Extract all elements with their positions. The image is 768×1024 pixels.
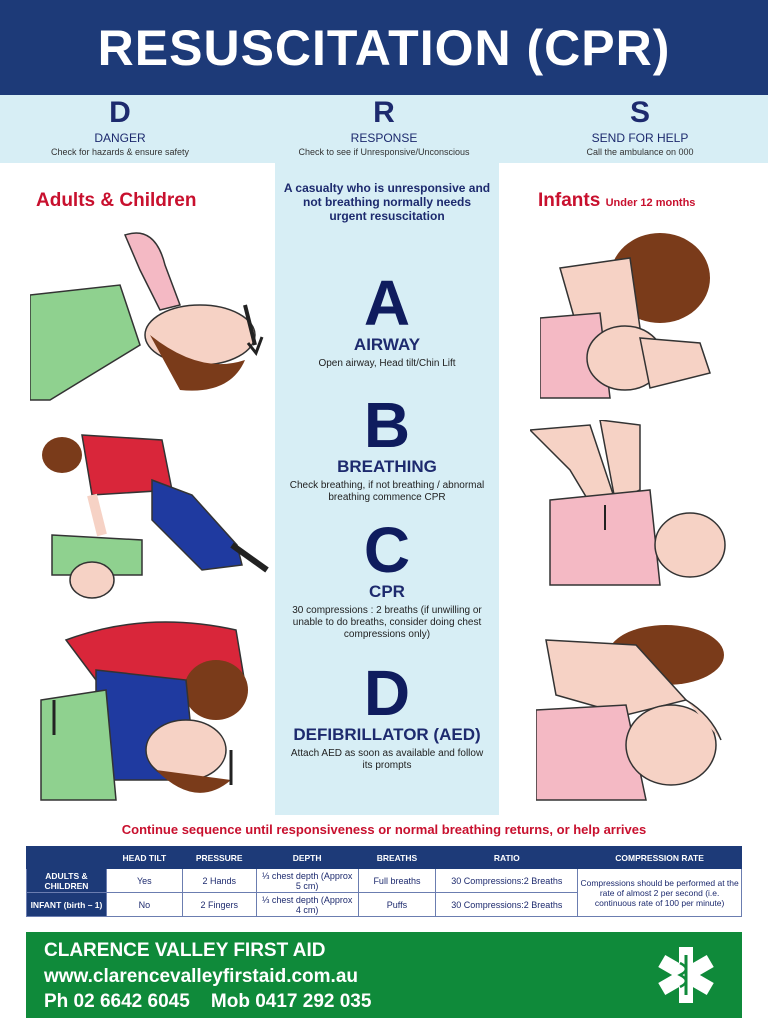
adult-cpr-illustration xyxy=(32,425,272,605)
adults-children-title: Adults & Children xyxy=(36,190,197,211)
table-header-cell: HEAD TILT xyxy=(106,847,182,869)
company-name: CLARENCE VALLEY FIRST AID xyxy=(44,940,326,961)
drs-sub: Call the ambulance on 000 xyxy=(586,147,694,157)
drs-letter: D xyxy=(109,96,131,129)
table-header-cell: DEPTH xyxy=(256,847,358,869)
step-airway xyxy=(275,267,499,370)
table-header-cell: RATIO xyxy=(436,847,578,869)
company-website[interactable]: www.clarencevalleyfirstaid.com.au xyxy=(44,966,358,987)
page-title: RESUSCITATION (CPR) xyxy=(97,19,671,76)
compression-rate-cell: Compressions should be performed at the rate of almost 2 per second (i.e. continuous rate of 100 per minute) xyxy=(578,869,742,917)
drs-letter: S xyxy=(629,96,650,129)
infants-title xyxy=(538,190,695,212)
step-title: BREATHING xyxy=(337,457,437,476)
table-header-cell xyxy=(27,847,107,869)
table-cell: Full breaths xyxy=(358,869,436,893)
footer-banner xyxy=(26,932,742,1018)
table-cell: No xyxy=(106,893,182,917)
drs-response xyxy=(264,97,504,157)
step-letter: D xyxy=(363,657,411,729)
table-cell: Puffs xyxy=(358,893,436,917)
table-cell: 2 Fingers xyxy=(182,893,256,917)
step-desc: 30 compressions : 2 breaths (if unwilling or unable to do breaths, consider doing chest compressions only) xyxy=(292,605,482,640)
drs-send-for-help xyxy=(520,97,760,157)
table-header-cell: BREATHS xyxy=(358,847,436,869)
infant-cpr-illustration xyxy=(530,420,730,590)
drs-title: RESPONSE xyxy=(350,131,418,145)
infant-airway-illustration xyxy=(540,228,720,403)
step-title: AIRWAY xyxy=(353,335,421,354)
drs-danger xyxy=(0,97,240,157)
table-cell: 30 Compressions:2 Breaths xyxy=(436,869,578,893)
table-cell: ⅓ chest depth (Approx 5 cm) xyxy=(256,869,358,893)
continue-sequence-note: Continue sequence until responsiveness or normal breathing returns, or help arrives xyxy=(121,822,647,837)
drs-sub: Check to see if Unresponsive/Unconscious xyxy=(298,147,470,157)
drs-sub: Check for hazards & ensure safety xyxy=(50,147,190,157)
step-title: DEFIBRILLATOR (AED) xyxy=(293,725,481,744)
infants-age: Under 12 months xyxy=(605,197,696,209)
cpr-comparison-table xyxy=(26,846,742,917)
step-letter: B xyxy=(363,389,411,461)
drs-title: SEND FOR HELP xyxy=(591,131,689,145)
step-cpr xyxy=(275,514,499,641)
star-of-life-icon xyxy=(652,941,720,1009)
infants-label: Infants xyxy=(538,190,601,211)
table-cell: 2 Hands xyxy=(182,869,256,893)
row-label: INFANT (birth – 1) xyxy=(27,893,107,917)
table-cell: 30 Compressions:2 Breaths xyxy=(436,893,578,917)
table-header-row xyxy=(27,847,742,869)
center-steps-column xyxy=(275,163,499,815)
table-header-cell: COMPRESSION RATE xyxy=(578,847,742,869)
drs-bar xyxy=(0,95,768,163)
step-letter: C xyxy=(363,514,411,586)
drs-title: DANGER xyxy=(94,131,146,145)
adult-breathing-illustration xyxy=(36,610,276,810)
step-desc: Attach AED as soon as available and follow its prompts xyxy=(290,748,484,771)
step-desc: Open airway, Head tilt/Chin Lift xyxy=(318,358,456,369)
adult-airway-illustration xyxy=(30,225,270,405)
step-breathing xyxy=(275,389,499,504)
step-title: CPR xyxy=(369,582,405,601)
table-row xyxy=(27,869,742,893)
page-header xyxy=(0,0,768,95)
step-letter: A xyxy=(363,267,411,339)
table-header-cell: PRESSURE xyxy=(182,847,256,869)
drs-letter: R xyxy=(373,96,395,129)
step-defibrillator xyxy=(275,657,499,772)
infant-breathing-illustration xyxy=(536,620,726,805)
table-cell: Yes xyxy=(106,869,182,893)
table-cell: ⅓ chest depth (Approx 4 cm) xyxy=(256,893,358,917)
company-phone: Ph 02 6642 6045 Mob 0417 292 035 xyxy=(44,991,372,1012)
step-desc: Check breathing, if not breathing / abnormal breathing commence CPR xyxy=(289,480,485,503)
casualty-intro: A casualty who is unresponsive and not breathing normally needs urgent resuscitation xyxy=(283,181,491,223)
row-label: ADULTS & CHILDREN xyxy=(27,869,107,893)
